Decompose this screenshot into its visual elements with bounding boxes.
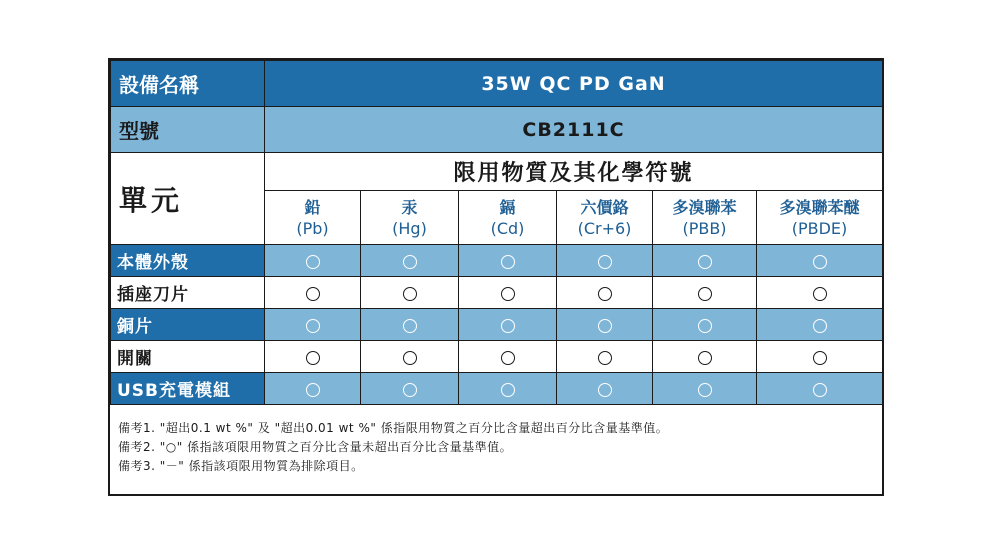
compliant-circle-icon [306, 319, 320, 333]
device-name-value: 35W QC PD GaN [265, 61, 883, 107]
substance-header-pb: 鉛 (Pb) [265, 191, 361, 245]
model-value: CB2111C [265, 107, 883, 153]
device-name-label: 設備名稱 [111, 61, 265, 107]
compliant-circle-icon [501, 255, 515, 269]
compliant-circle-icon [598, 383, 612, 397]
compliant-circle-icon [501, 351, 515, 365]
compliant-circle-icon [306, 255, 320, 269]
compliant-circle-icon [598, 287, 612, 301]
compliant-circle-icon [698, 287, 712, 301]
compliant-circle-icon [403, 287, 417, 301]
table-row [111, 245, 883, 277]
compliant-circle-icon [501, 287, 515, 301]
substance-header-hg: 汞 (Hg) [361, 191, 459, 245]
compliant-circle-icon [813, 319, 827, 333]
compliant-circle-icon [598, 255, 612, 269]
compliant-circle-icon [813, 255, 827, 269]
compliant-circle-icon [403, 383, 417, 397]
row-label: 插座刀片 [111, 277, 265, 309]
row-label: 銅片 [111, 309, 265, 341]
table-row [111, 341, 883, 373]
remark-2: 備考2. "○" 係指該項限用物質之百分比含量未超出百分比含量基準值。 [118, 440, 513, 454]
table-row [111, 373, 883, 405]
compliant-circle-icon [501, 319, 515, 333]
row-label: USB充電模組 [111, 373, 265, 405]
compliant-circle-icon [598, 319, 612, 333]
remarks-section [110, 405, 882, 476]
compliant-circle-icon [698, 383, 712, 397]
substance-header-cd: 鎘 (Cd) [459, 191, 557, 245]
substance-header-pbb: 多溴聯苯 (PBB) [653, 191, 757, 245]
model-label: 型號 [111, 107, 265, 153]
table-row [111, 277, 883, 309]
compliant-circle-icon [403, 255, 417, 269]
compliant-circle-icon [306, 351, 320, 365]
compliant-circle-icon [598, 351, 612, 365]
row-label: 本體外殼 [111, 245, 265, 277]
unit-label: 單元 [111, 153, 265, 245]
compliant-circle-icon [501, 383, 515, 397]
compliant-circle-icon [403, 351, 417, 365]
compliant-circle-icon [813, 383, 827, 397]
compliant-circle-icon [698, 319, 712, 333]
compliant-circle-icon [306, 383, 320, 397]
rohs-declaration-table [108, 58, 884, 496]
compliant-circle-icon [306, 287, 320, 301]
compliant-circle-icon [698, 255, 712, 269]
compliant-circle-icon [403, 319, 417, 333]
substance-header-cr6: 六價鉻 (Cr+6) [557, 191, 653, 245]
compliant-circle-icon [813, 351, 827, 365]
restricted-substances-title: 限用物質及其化學符號 [265, 153, 883, 191]
remark-3: 備考3. "－" 係指該項限用物質為排除項目。 [118, 459, 364, 473]
compliant-circle-icon [813, 287, 827, 301]
table-row [111, 309, 883, 341]
substance-header-pbde: 多溴聯苯醚 (PBDE) [757, 191, 883, 245]
remark-1: 備考1. "超出0.1 wt %" 及 "超出0.01 wt %" 係指限用物質之百分比含量超出百分比含量基準值。 [118, 421, 669, 435]
substance-table [110, 60, 883, 405]
compliant-circle-icon [698, 351, 712, 365]
row-label: 開關 [111, 341, 265, 373]
